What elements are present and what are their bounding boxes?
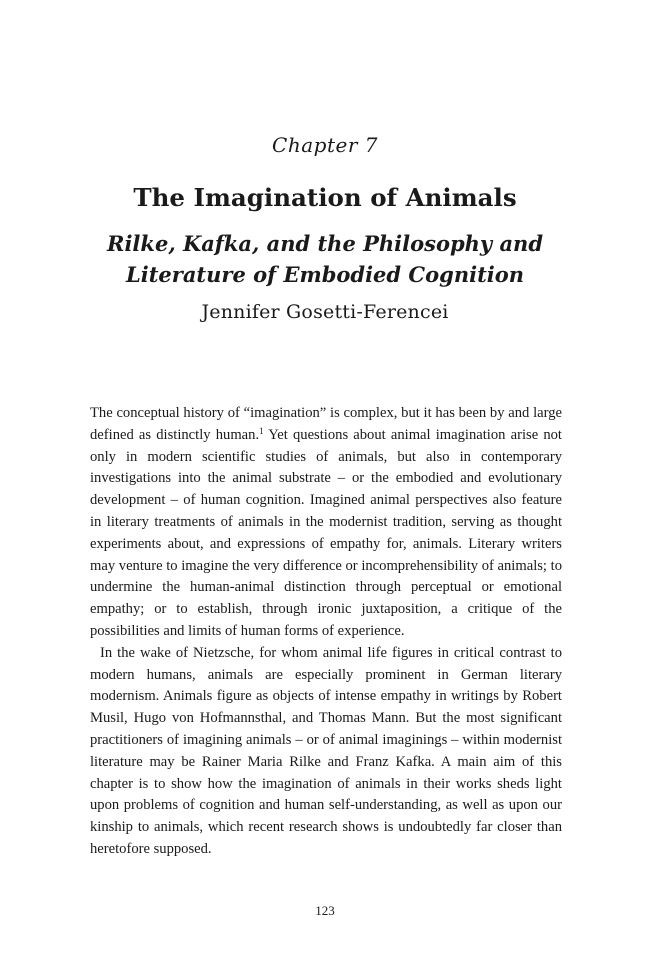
- paragraph-1: [90, 403, 562, 643]
- paragraph-1-rest: Yet questions about animal imagination arise not only in modern scientific studies of animals, but also in contemporary investigations into the animal substrate – or the embodied and evolutionary development – of human cognition. Imagined animal perspectives also feature in literary treatments of animals in the modernist tradition, serving as thought experiments about, and expressions of empathy for, animals. Literary writers may venture to imagine the very difference or incomprehensibility of animals; to undermine the human-animal distinction through perceptual or emotional empathy; or to establish, through ironic juxtaposition, a critique of the possibilities and limits of human forms of experience.: [90, 426, 562, 639]
- paragraph-1-opening: The conceptual history of “imagination” is complex, but it has been by and large defined as distinctly human.: [90, 405, 562, 443]
- subtitle-line-2: Literature of Embodied Cognition: [125, 262, 525, 287]
- subtitle-line-1: Rilke, Kafka, and the Philosophy and: [107, 231, 543, 256]
- footnote-marker[interactable]: 1: [259, 425, 264, 436]
- chapter-subtitle: [60, 228, 590, 290]
- body-text: [90, 403, 562, 861]
- paragraph-2: In the wake of Nietzsche, for whom animal life figures in critical contrast to modern humans, animals are especially prominent in German literary modernism. Animals figure as objects of intense empathy in writings by Robert Musil, Hugo von Hofmannsthal, and Thomas Mann. But the most significant practitioners of imagining animals – or of animal imaginings – within modernist literature may be Rainer Maria Rilke and Franz Kafka. A main aim of this chapter is to show how the imagination of animals in their works sheds light upon problems of cognition and human self-understanding, as well as upon our kinship to animals, which recent research shows is undoubtedly far closer than heretofore supposed.: [90, 644, 562, 857]
- chapter-label: Chapter 7: [272, 133, 378, 157]
- chapter-title: The Imagination of Animals: [133, 183, 517, 212]
- author-name: Jennifer Gosetti-Ferencei: [201, 301, 449, 323]
- page-number: 123: [315, 903, 335, 918]
